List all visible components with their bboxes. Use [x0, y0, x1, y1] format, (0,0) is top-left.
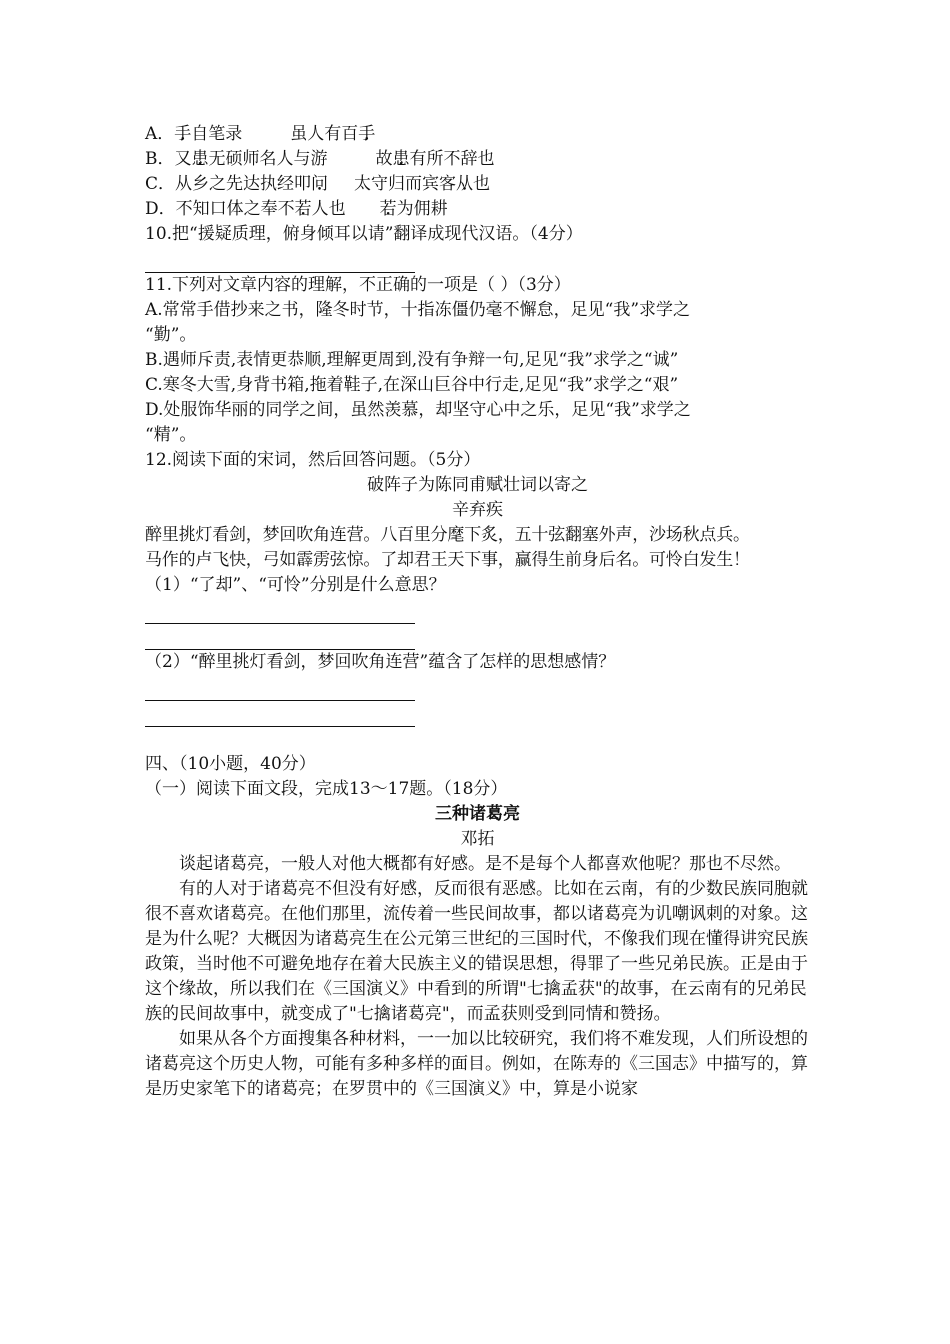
q9-option-a: A．手自笔录 虽人有百手 [145, 124, 376, 144]
q12-sub2: （2）“醉里挑灯看剑，梦回吹角连营”蕴含了怎样的思想感情？ [145, 652, 616, 672]
poem-line: 醉里挑灯看剑，梦回吹角连营。八百里分麾下炙，五十弦翻塞外声，沙场秋点兵。 [145, 525, 750, 545]
section-heading: 四、（10小题，40分） [145, 754, 316, 774]
q10-stem: 10.把“援疑质理，俯身倾耳以请”翻译成现代汉语。（4分） [145, 224, 583, 244]
emphasis-char: 若 [379, 199, 397, 219]
q12-stem: 12.阅读下面的宋词，然后回答问题。（5分） [145, 450, 481, 470]
q11-option-b: B.遇师斥责,表情更恭顺,理解更周到,没有争辩一句,足见“我”求学之“诚” [145, 350, 679, 370]
part-heading: （一）阅读下面文段，完成13～17题。（18分） [145, 779, 508, 799]
article-paragraph: 有的人对于诸葛亮不但没有好感，反而很有恶感。比如在云南，有的少数民族同胞就很不喜欢诸葛亮。在他们那里，流传着一些民间故事，都以诸葛亮为讥嘲讽刺的对象。这是为什么呢？大概因为诸葛亮生在公元第三世纪的三国时代，不像我们现在懂得讲究民族政策，当时他不可避免地存在着大民族主义的错误思想，得罪了一些兄弟民族。正是由于这个缘故，所以我们在《三国演义》中看到的所谓"七擒孟获"的故事，在云南有的兄弟民族的民间故事中，就变成了"七擒诸葛亮"，而孟获则受到同情和赞扬。 [145, 879, 808, 1024]
emphasis-char: 若 [294, 199, 312, 219]
article-title: 三种诸葛亮 [435, 804, 520, 824]
emphasis-char: 患 [392, 149, 410, 169]
answer-blank[interactable] [145, 247, 415, 273]
q9-option-c: C．从乡之先达执经叩问 太守归而宾客从也 [145, 174, 491, 194]
answer-blank[interactable] [145, 598, 415, 624]
q11-option-c: C.寒冬大雪,身背书箱,拖着鞋子,在深山巨谷中行走,足见“我”求学之“艰” [145, 375, 679, 395]
emphasis-char: 手 [358, 124, 376, 144]
q11-option-d: D.处服饰华丽的同学之间，虽然羡慕，却坚守心中之乐，足见“我”求学之 [145, 400, 691, 420]
q11-stem: 11.下列对文章内容的理解，不正确的一项是（ ）（3分） [145, 275, 571, 295]
poem-line: 马作的卢飞快，弓如霹雳弦惊。了却君王天下事，赢得生前身后名。可怜白发生！ [145, 550, 750, 570]
q9-option-d: D．不知口体之奉不若人也 若为佣耕 [145, 199, 448, 219]
option-label: C． [145, 174, 176, 194]
q11-option-a-cont: “勤”。 [145, 325, 197, 345]
q9-option-b: B．又患无硕师名人与游 故患有所不辞也 [145, 149, 495, 169]
emphasis-char: 问 [311, 174, 329, 194]
emphasis-char: 手 [174, 124, 192, 144]
option-label: A． [145, 124, 175, 144]
article-paragraph: 谈起诸葛亮，一般人对他大概都有好感。是不是每个人都喜欢他呢？那也不尽然。 [179, 854, 791, 874]
q12-sub1: （1）“了却”、“可怜”分别是什么意思？ [145, 575, 446, 595]
option-label: D． [145, 199, 176, 219]
article-author: 邓拓 [460, 829, 495, 849]
poem-title: 破阵子为陈同甫赋壮词以寄之 [367, 475, 588, 495]
emphasis-char: 从 [456, 174, 474, 194]
article-paragraph: 如果从各个方面搜集各种材料，一一加以比较研究，我们将不难发现，人们所设想的诸葛亮这个历史人物，可能有多种多样的面目。例如，在陈寿的《三国志》中描写的，算是历史家笔下的诸葛亮；在罗贯中的《三国演义》中，算是小说家 [145, 1029, 808, 1099]
q11-option-a: A.常常手借抄来之书，隆冬时节，十指冻僵仍毫不懈怠，足见“我”求学之 [145, 300, 691, 320]
answer-blank[interactable] [145, 675, 415, 701]
option-label: B． [145, 149, 175, 169]
exam-page [145, 122, 810, 1102]
poem-author: 辛弃疾 [452, 500, 503, 520]
q11-option-d-cont: “精”。 [145, 425, 197, 445]
emphasis-char: 患 [191, 149, 209, 169]
